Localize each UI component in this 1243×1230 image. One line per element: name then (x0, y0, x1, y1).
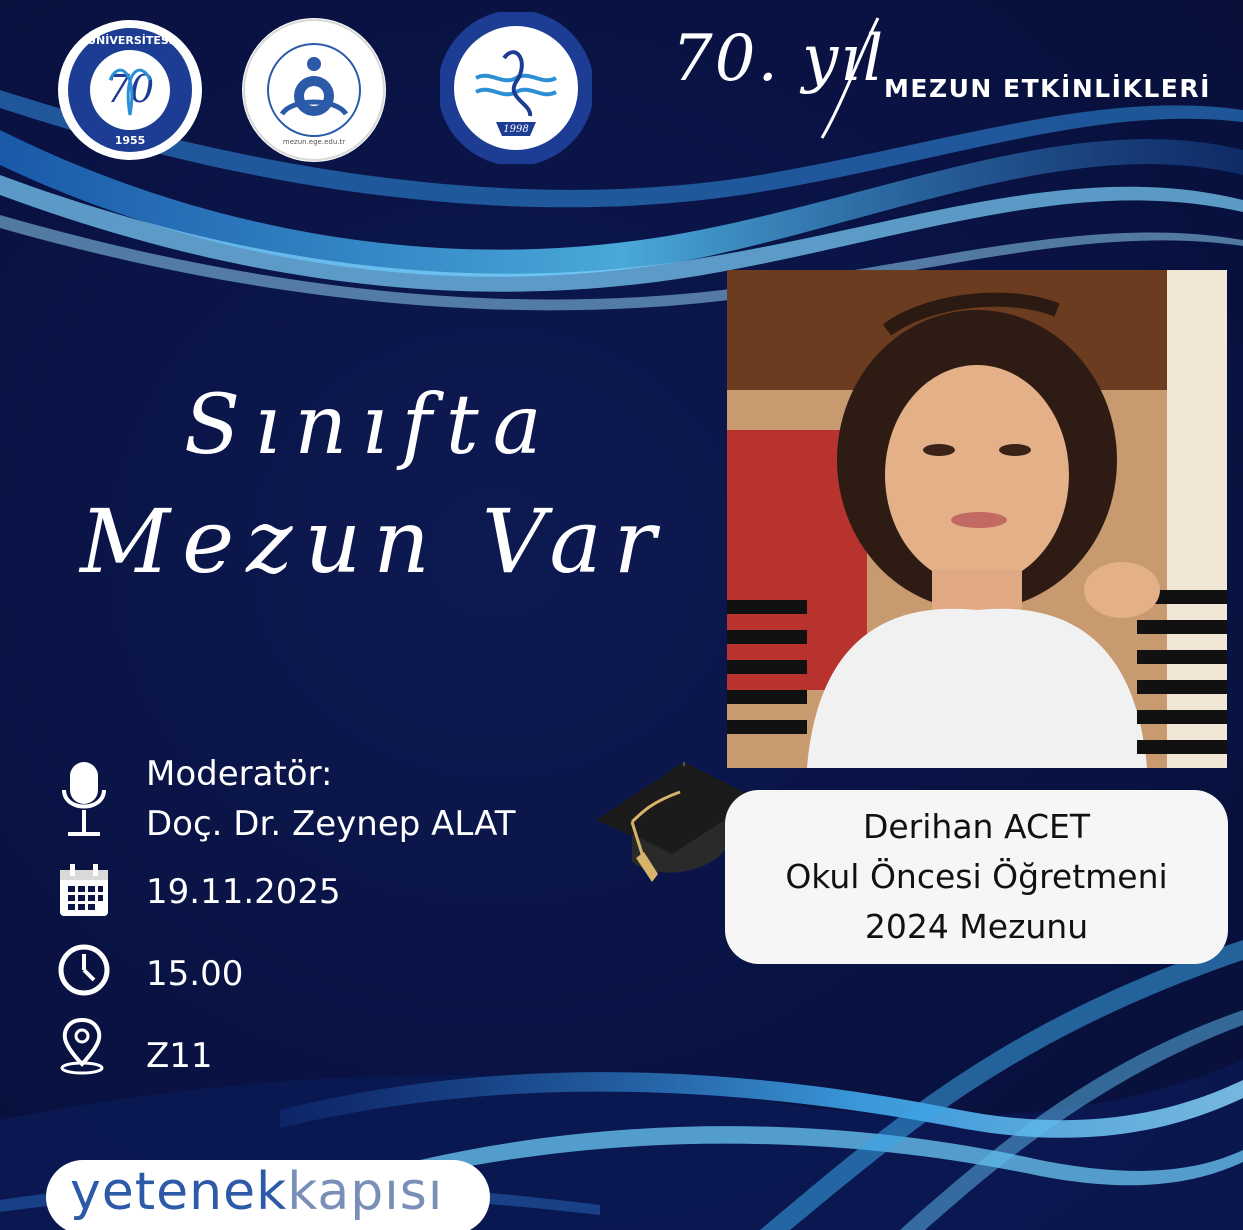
svg-text:1955: 1955 (114, 134, 146, 147)
location-pin-icon (54, 1016, 110, 1076)
title-line-1: Sınıfta (184, 378, 556, 473)
calendar-icon (56, 862, 112, 922)
seventieth-year-label: 70. yıl (672, 22, 886, 96)
egitim-fakultesi-logo (440, 12, 592, 164)
guest-photo (727, 270, 1227, 768)
guest-graduation-year: 2024 Mezunu (864, 907, 1089, 946)
mezunlarla-iliskiler-ofisi-logo (242, 18, 386, 162)
svg-text:ÜNİVERSİTESİ: ÜNİVERSİTESİ (87, 34, 173, 47)
guest-name-card (725, 790, 1228, 964)
svg-text:1998: 1998 (503, 124, 529, 135)
guest-role: Okul Öncesi Öğretmeni (785, 857, 1168, 896)
yetenek-kapisi-logo-text (70, 1162, 443, 1222)
brand-part-2: kapısı (287, 1162, 444, 1222)
ege-universitesi-logo (58, 20, 202, 160)
decorative-slash (760, 14, 890, 144)
brand-part-1: yetenek (70, 1162, 288, 1222)
guest-name: Derihan ACET (862, 807, 1091, 846)
clock-icon (56, 940, 112, 1000)
moderator-label: Moderatör: (146, 754, 333, 794)
moderator-name: Doç. Dr. Zeynep ALAT (146, 804, 516, 844)
title-line-2: Mezun Var (80, 490, 668, 593)
microphone-icon (56, 758, 112, 840)
events-label: MEZUN ETKİNLİKLERİ (884, 74, 1211, 103)
svg-text:70: 70 (105, 67, 155, 111)
event-location: Z11 (146, 1036, 213, 1076)
event-time: 15.00 (146, 954, 244, 994)
event-date: 19.11.2025 (146, 872, 341, 912)
svg-text:mezun.ege.edu.tr: mezun.ege.edu.tr (282, 138, 346, 146)
